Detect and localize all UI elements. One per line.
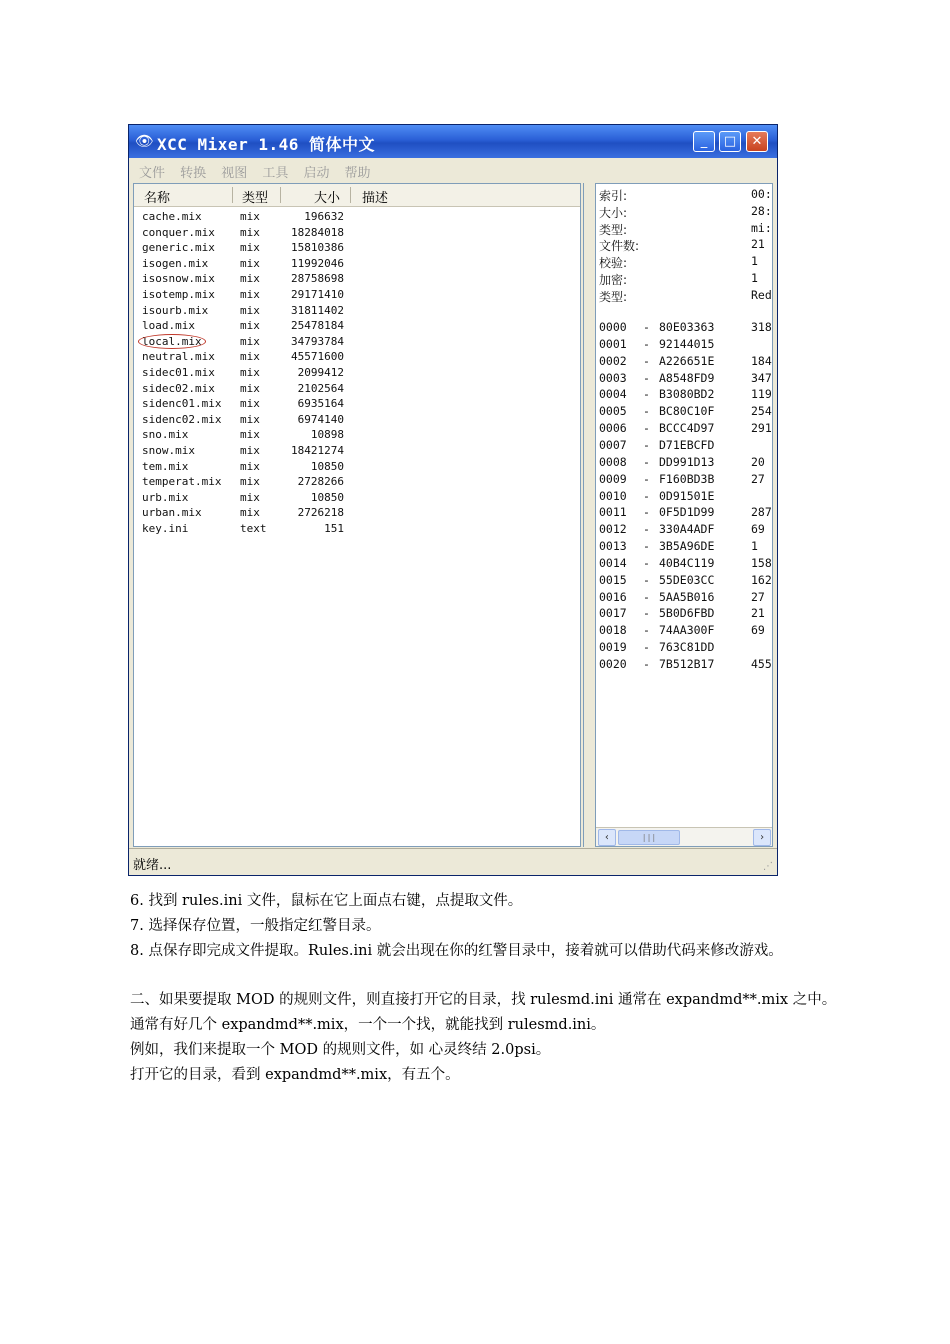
info-pane [595, 183, 773, 847]
index-number: 0018 [599, 623, 627, 638]
menu-help[interactable]: 帮助 [344, 166, 371, 181]
index-value: 184 [751, 353, 772, 368]
index-dash: - [643, 404, 650, 419]
file-type: mix [240, 475, 260, 489]
info-field [599, 204, 773, 221]
index-row[interactable] [599, 438, 773, 455]
index-dash: - [643, 606, 650, 621]
file-name: sidec02.mix [142, 381, 215, 395]
file-name: sidenc02.mix [142, 412, 222, 426]
file-name: urban.mix [142, 506, 202, 520]
file-type: mix [240, 365, 260, 379]
file-name: neutral.mix [142, 350, 215, 364]
file-name: conquer.mix [142, 225, 215, 239]
index-hash: 55DE03CC [659, 572, 715, 587]
index-number: 0004 [599, 387, 627, 402]
column-divider[interactable] [280, 187, 281, 203]
index-row[interactable] [599, 337, 773, 354]
status-text: 就绪... [133, 858, 172, 873]
file-size: 151 [324, 521, 344, 535]
index-hash: 5B0D6FBD [659, 606, 715, 621]
index-value: 69 [751, 623, 765, 638]
file-size: 10850 [310, 490, 344, 504]
file-size: 2726218 [297, 506, 344, 520]
file-type: mix [240, 506, 260, 520]
scroll-right-icon[interactable]: › [753, 829, 771, 846]
index-number: 0011 [599, 505, 627, 520]
index-dash: - [643, 555, 650, 570]
index-value: 318 [751, 320, 772, 334]
info-label: 索引: [599, 189, 628, 203]
file-name: isotemp.mix [142, 287, 215, 301]
index-row[interactable] [599, 556, 773, 573]
menu-convert[interactable]: 转换 [180, 166, 207, 181]
maximize-button[interactable]: □ [719, 131, 741, 152]
index-hash: 763C81DD [659, 640, 715, 655]
file-name: sidenc01.mix [142, 397, 222, 411]
paragraph: 例如，我们来提取一个 MOD 的规则文件，如 心灵终结 2.0psi。 [130, 1042, 551, 1058]
horizontal-scrollbar[interactable] [596, 827, 772, 846]
index-row[interactable] [599, 320, 773, 337]
index-number: 0005 [599, 404, 627, 419]
menu-file[interactable]: 文件 [139, 166, 166, 181]
index-dash: - [643, 421, 650, 436]
menu-tools[interactable]: 工具 [262, 166, 289, 181]
index-value: 1 [751, 539, 758, 554]
file-size: 6935164 [297, 397, 344, 411]
index-dash: - [643, 387, 650, 402]
file-size: 45571600 [291, 350, 344, 364]
index-number: 0006 [599, 421, 627, 436]
scroll-left-icon[interactable]: ‹ [598, 829, 616, 846]
file-size: 28758698 [291, 272, 344, 286]
column-divider[interactable] [232, 187, 233, 203]
index-value: 291 [751, 421, 772, 436]
index-value: 347 [751, 370, 772, 385]
index-value: 27 [751, 589, 765, 604]
file-name: generic.mix [142, 241, 215, 255]
index-hash: 74AA300F [659, 623, 715, 638]
index-value: 455 [751, 657, 772, 671]
info-label: 大小: [599, 205, 628, 220]
file-type: mix [240, 459, 260, 473]
file-size: 15810386 [291, 241, 344, 255]
paragraph: 7. 选择保存位置，一般指定红警目录。 [130, 918, 381, 934]
menu-view[interactable]: 视图 [221, 166, 248, 181]
info-field [599, 187, 773, 204]
index-hash: 7B512B17 [659, 657, 715, 671]
file-size: 18284018 [291, 225, 344, 239]
index-hash: B3080BD2 [659, 387, 715, 402]
file-name: isosnow.mix [142, 272, 215, 286]
file-name: temperat.mix [142, 475, 222, 489]
index-number: 0014 [599, 555, 627, 570]
file-type: mix [240, 287, 260, 301]
file-type: mix [240, 241, 260, 255]
index-row[interactable] [599, 539, 773, 556]
file-type: mix [240, 412, 260, 426]
file-size: 2099412 [297, 365, 344, 379]
file-size: 25478184 [291, 319, 344, 333]
index-dash: - [643, 370, 650, 385]
file-type: mix [240, 350, 260, 364]
index-number: 0012 [599, 522, 627, 537]
index-row[interactable] [599, 354, 773, 371]
index-value: 254 [751, 404, 772, 419]
index-hash: 3B5A96DE [659, 539, 715, 554]
index-hash: 40B4C119 [659, 555, 715, 570]
index-number: 0019 [599, 640, 627, 655]
index-row[interactable] [599, 590, 773, 607]
index-value: 20 [751, 454, 765, 469]
file-name: snow.mix [142, 443, 195, 457]
info-field [599, 254, 773, 271]
file-type: mix [240, 303, 260, 317]
file-name: tem.mix [142, 459, 189, 473]
file-type: mix [240, 490, 260, 504]
index-hash: 92144015 [659, 336, 715, 351]
index-hash: DD991D13 [659, 454, 715, 469]
file-name: sno.mix [142, 428, 189, 442]
info-value: 21 [751, 237, 765, 252]
index-row[interactable] [599, 522, 773, 539]
index-number: 0020 [599, 657, 627, 671]
paragraph: 打开它的目录，看到 expandmd**.mix，有五个。 [130, 1067, 460, 1083]
info-label: 类型: [599, 222, 628, 237]
pane-splitter[interactable] [583, 183, 590, 847]
paragraph: 8. 点保存即完成文件提取。Rules.ini 就会出现在你的红警目录中，接着就可以借助代码来修改游戏。 [130, 943, 783, 959]
index-number: 0016 [599, 589, 627, 604]
index-value: 158 [751, 555, 772, 570]
scroll-thumb[interactable]: ||| [618, 830, 680, 845]
file-name: isogen.mix [142, 256, 209, 270]
info-label: 文件数: [599, 239, 640, 254]
info-label: 加密: [599, 273, 628, 287]
index-number: 0000 [599, 320, 627, 334]
file-type: mix [240, 256, 260, 270]
index-dash: - [643, 488, 650, 503]
file-size: 31811402 [291, 303, 344, 317]
close-button[interactable]: ✕ [746, 131, 768, 152]
index-row[interactable] [599, 573, 773, 590]
file-name: key.ini [142, 521, 189, 535]
menu-launch[interactable]: 启动 [303, 166, 330, 181]
file-size: 10898 [310, 428, 344, 442]
file-size: 2728266 [297, 475, 344, 489]
index-row[interactable] [599, 657, 773, 674]
index-hash: 5AA5B016 [659, 589, 715, 604]
index-hash: F160BD3B [659, 471, 715, 486]
column-name[interactable]: 名称 [144, 191, 171, 206]
index-dash: - [643, 522, 650, 537]
index-hash: BCCC4D97 [659, 421, 715, 436]
index-dash: - [643, 320, 650, 334]
index-value: 27 [751, 471, 765, 486]
index-dash: - [643, 454, 650, 469]
index-value: 119 [751, 387, 772, 402]
index-dash: - [643, 539, 650, 554]
index-row[interactable] [599, 404, 773, 421]
file-type: mix [240, 381, 260, 395]
index-row[interactable] [599, 606, 773, 623]
index-hash: 0F5D1D99 [659, 505, 715, 520]
info-value: 1 [751, 271, 758, 285]
index-row[interactable] [599, 455, 773, 472]
index-dash: - [643, 505, 650, 520]
file-name: cache.mix [142, 210, 202, 223]
index-number: 0010 [599, 488, 627, 503]
file-size: 196632 [304, 210, 344, 223]
title-bar[interactable] [129, 125, 777, 159]
index-number: 0015 [599, 572, 627, 587]
column-type[interactable]: 类型 [242, 191, 269, 206]
index-hash: D71EBCFD [659, 437, 715, 452]
paragraph: 通常有好几个 expandmd**.mix，一个一个找，就能找到 rulesmd.ini。 [130, 1017, 606, 1033]
index-row[interactable] [599, 623, 773, 640]
index-number: 0017 [599, 606, 627, 621]
index-row[interactable] [599, 387, 773, 404]
status-bar [129, 848, 777, 875]
index-hash: A8548FD9 [659, 370, 715, 385]
index-dash: - [643, 572, 650, 587]
file-type: mix [240, 334, 260, 348]
file-size: 6974140 [297, 412, 344, 426]
resize-grip-icon[interactable]: ⋰ [763, 861, 773, 872]
file-type: mix [240, 225, 260, 239]
file-size: 18421274 [291, 443, 344, 457]
index-number: 0003 [599, 370, 627, 385]
file-type: mix [240, 443, 260, 457]
index-number: 0007 [599, 437, 627, 452]
file-type: text [240, 521, 267, 535]
file-name: load.mix [142, 319, 195, 333]
xcc-mixer-window [128, 124, 778, 876]
info-value: mi: [751, 220, 772, 235]
info-value: 28: [751, 203, 772, 218]
paragraph: 二、如果要提取 MOD 的规则文件，则直接打开它的目录，找 rulesmd.ini 通常在 expandmd**.mix 之中。 [130, 992, 837, 1008]
index-value: 21 [751, 606, 765, 621]
index-row[interactable] [599, 472, 773, 489]
index-hash: A226651E [659, 353, 715, 368]
window-title: XCC Mixer 1.46 简体中文 [157, 135, 375, 154]
index-value: 162 [751, 572, 772, 587]
index-dash: - [643, 657, 650, 671]
info-label: 类型: [599, 289, 628, 304]
eye-icon: 👁 [135, 132, 155, 150]
minimize-button[interactable]: _ [693, 131, 715, 152]
paragraph: 6. 找到 rules.ini 文件，鼠标在它上面点右键，点提取文件。 [130, 893, 523, 909]
index-dash: - [643, 640, 650, 655]
index-number: 0002 [599, 353, 627, 368]
info-value: Red [751, 287, 772, 302]
index-row[interactable] [599, 421, 773, 438]
index-hash: 0D91501E [659, 488, 715, 503]
index-hash: BC80C10F [659, 404, 715, 419]
file-name: sidec01.mix [142, 365, 215, 379]
index-value: 287 [751, 505, 772, 520]
index-hash: 80E03363 [659, 320, 715, 334]
column-size[interactable]: 大小 [314, 191, 341, 206]
index-value: 69 [751, 522, 765, 537]
file-type: mix [240, 428, 260, 442]
file-size: 10850 [310, 459, 344, 473]
index-dash: - [643, 589, 650, 604]
info-field [599, 237, 773, 254]
file-size: 34793784 [291, 334, 344, 348]
file-name: local.mix [139, 335, 205, 348]
file-type: mix [240, 210, 260, 223]
index-number: 0001 [599, 336, 627, 351]
file-name: isourb.mix [142, 303, 209, 317]
file-size: 2102564 [297, 381, 344, 395]
file-name: urb.mix [142, 490, 189, 504]
file-size: 11992046 [291, 256, 344, 270]
info-value: 1 [751, 254, 758, 269]
index-number: 0013 [599, 539, 627, 554]
file-type: mix [240, 272, 260, 286]
info-label: 校验: [599, 256, 628, 271]
file-list[interactable] [133, 183, 581, 847]
index-number: 0009 [599, 471, 627, 486]
index-hash: 330A4ADF [659, 522, 715, 537]
menu-bar [129, 158, 777, 182]
column-divider[interactable] [350, 187, 351, 203]
index-row[interactable] [599, 505, 773, 522]
index-row[interactable] [599, 371, 773, 388]
index-dash: - [643, 623, 650, 638]
column-description[interactable]: 描述 [362, 191, 389, 206]
info-field [599, 288, 773, 305]
index-dash: - [643, 471, 650, 486]
index-number: 0008 [599, 454, 627, 469]
column-header [134, 184, 580, 207]
file-type: mix [240, 319, 260, 333]
info-field [599, 221, 773, 238]
index-row[interactable] [599, 489, 773, 506]
index-dash: - [643, 353, 650, 368]
info-value: 00: [751, 187, 772, 201]
index-row[interactable] [599, 640, 773, 657]
info-field [599, 271, 773, 288]
file-size: 29171410 [291, 287, 344, 301]
index-dash: - [643, 437, 650, 452]
file-type: mix [240, 397, 260, 411]
index-dash: - [643, 336, 650, 351]
